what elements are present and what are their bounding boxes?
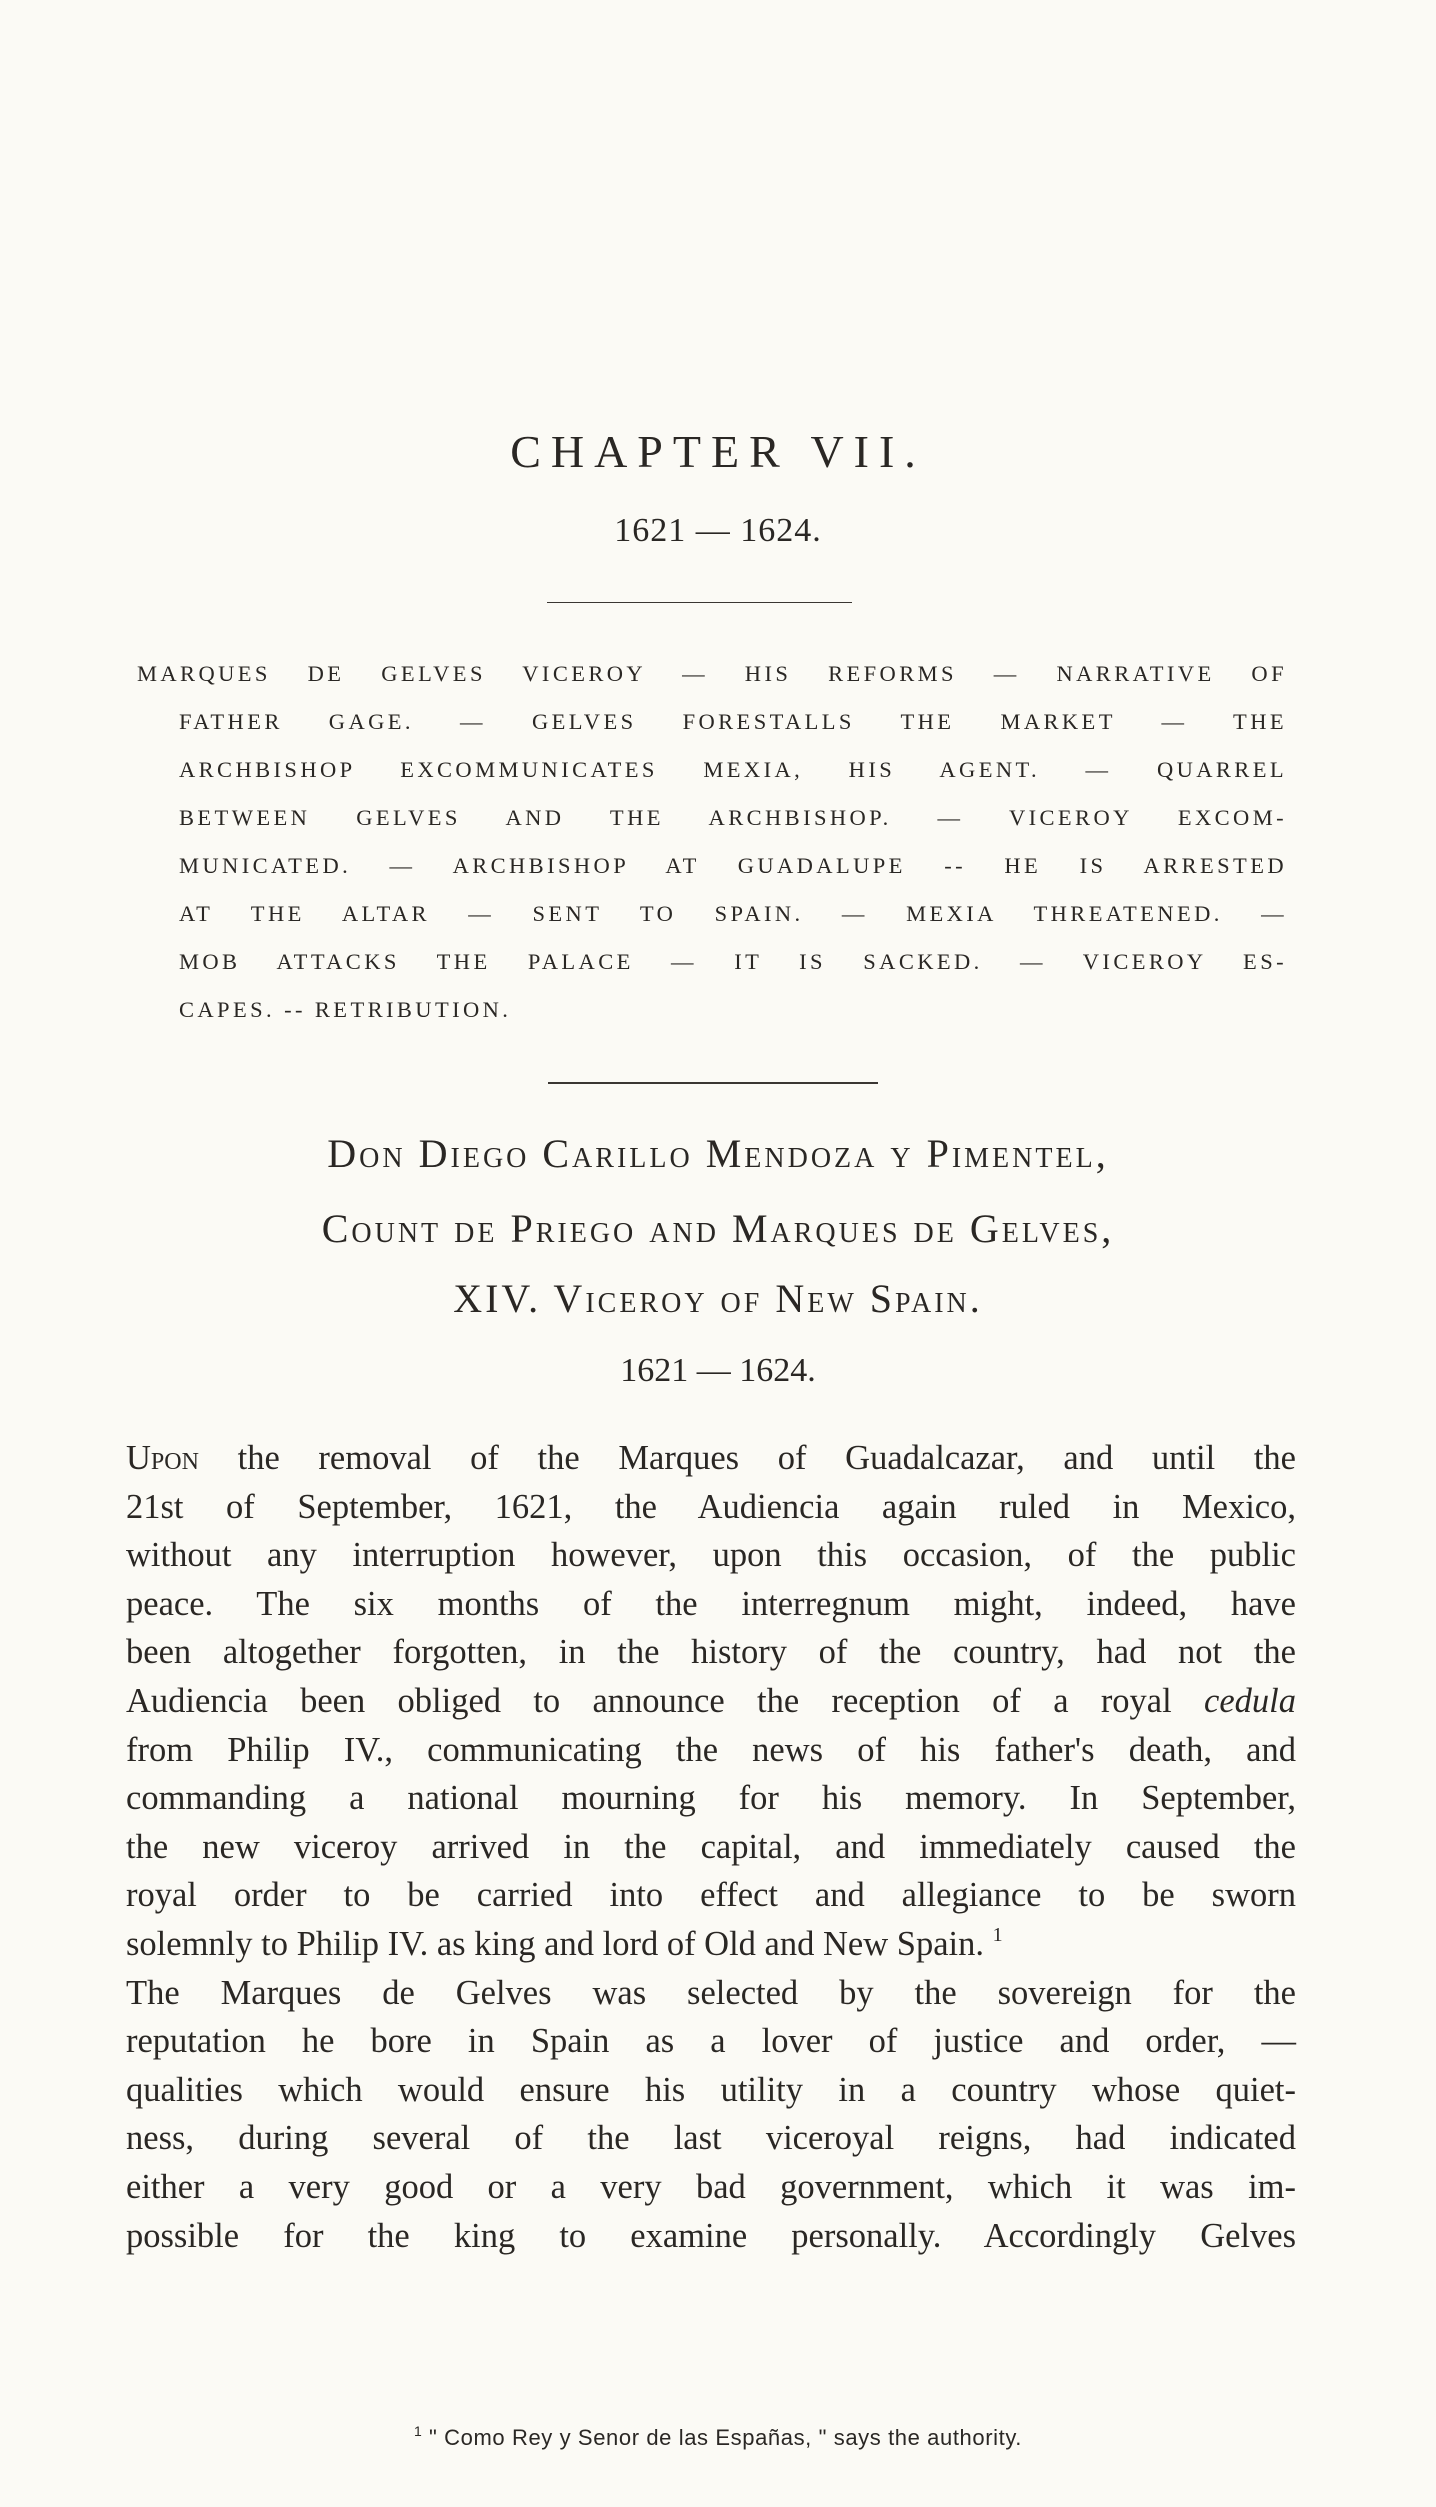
chapter-years: 1621 — 1624. [614,512,822,549]
summary-line: BETWEEN GELVES AND THE ARCHBISHOP. — VICEROY EXCOM- [179,805,1287,830]
footnote-reference: 1 [992,1923,1003,1946]
section-heading-line-2: Count de Priego and Marques de Gelves, [321,1206,1115,1251]
body-line: possible for the king to examine personally. Accordingly Gelves [126,2216,1296,2255]
body-line: Upon the removal of the Marques of Guadalcazar, and until the [126,1439,1296,1477]
summary-line: MOB ATTACKS THE PALACE — IT IS SACKED. — VICEROY ES- [179,949,1287,974]
top-rule-divider [547,602,852,603]
body-line: royal order to be carried into effect and allegiance to be sworn [126,1876,1296,1915]
section-years: 1621 — 1624. [620,1352,816,1389]
summary-line: MUNICATED. — ARCHBISHOP AT GUADALUPE -- HE IS ARRESTED [179,853,1287,878]
body-line: commanding a national mourning for his memory. In September, [126,1779,1296,1818]
chapter-summary [137,650,1287,1034]
body-line: peace. The six months of the interregnum might, indeed, have [126,1584,1296,1623]
footnote-marker: 1 [413,2423,423,2439]
body-line: reputation he bore in Spain as a lover of justice and order, — [126,2022,1296,2061]
body-line: either a very good or a very bad government, which it was im- [126,2167,1296,2206]
drop-word: Upon [126,1439,199,1477]
body-line: qualities which would ensure his utility in a country whose quiet- [126,2070,1296,2109]
middle-rule-divider [548,1082,878,1084]
summary-line: CAPES. -- RETRIBUTION. [179,997,512,1022]
body-text [126,1434,1296,2260]
body-line: The Marques de Gelves was selected by the sovereign for the [126,1973,1296,2012]
footnote-text: " Como Rey y Senor de las Españas, " says the authority. [422,2425,1023,2450]
body-line: Audiencia been obliged to announce the reception of a royal cedula [126,1681,1296,1720]
body-line: 21st of September, 1621, the Audiencia again ruled in Mexico, [126,1487,1296,1526]
body-line: been altogether forgotten, in the history of the country, had not the [126,1633,1296,1672]
section-heading-line-1: Don Diego Carillo Mendoza y Pimentel, [327,1131,1109,1176]
summary-line: FATHER GAGE. — GELVES FORESTALLS THE MARKET — THE [179,709,1287,734]
summary-line: MARQUES DE GELVES VICEROY — HIS REFORMS — NARRATIVE OF [137,661,1287,686]
summary-line: AT THE ALTAR — SENT TO SPAIN. — MEXIA THREATENED. — [179,901,1287,926]
body-line: ness, during several of the last viceroyal reigns, had indicated [126,2119,1296,2158]
body-line: without any interruption however, upon this occasion, of the public [126,1536,1296,1575]
footnote [0,2425,1436,2451]
italic-term: cedula [1204,1681,1296,1720]
body-line: solemnly to Philip IV. as king and lord of Old and New Spain. $^1$ [126,1923,1003,1963]
section-heading-line-3: XIV. Viceroy of New Spain. [453,1276,983,1321]
body-line: from Philip IV., communicating the news of his father's death, and [126,1730,1296,1769]
chapter-title: CHAPTER VII. [510,426,926,477]
body-line: the new viceroy arrived in the capital, and immediately caused the [126,1827,1296,1866]
summary-line: ARCHBISHOP EXCOMMUNICATES MEXIA, HIS AGENT. — QUARREL [179,757,1287,782]
